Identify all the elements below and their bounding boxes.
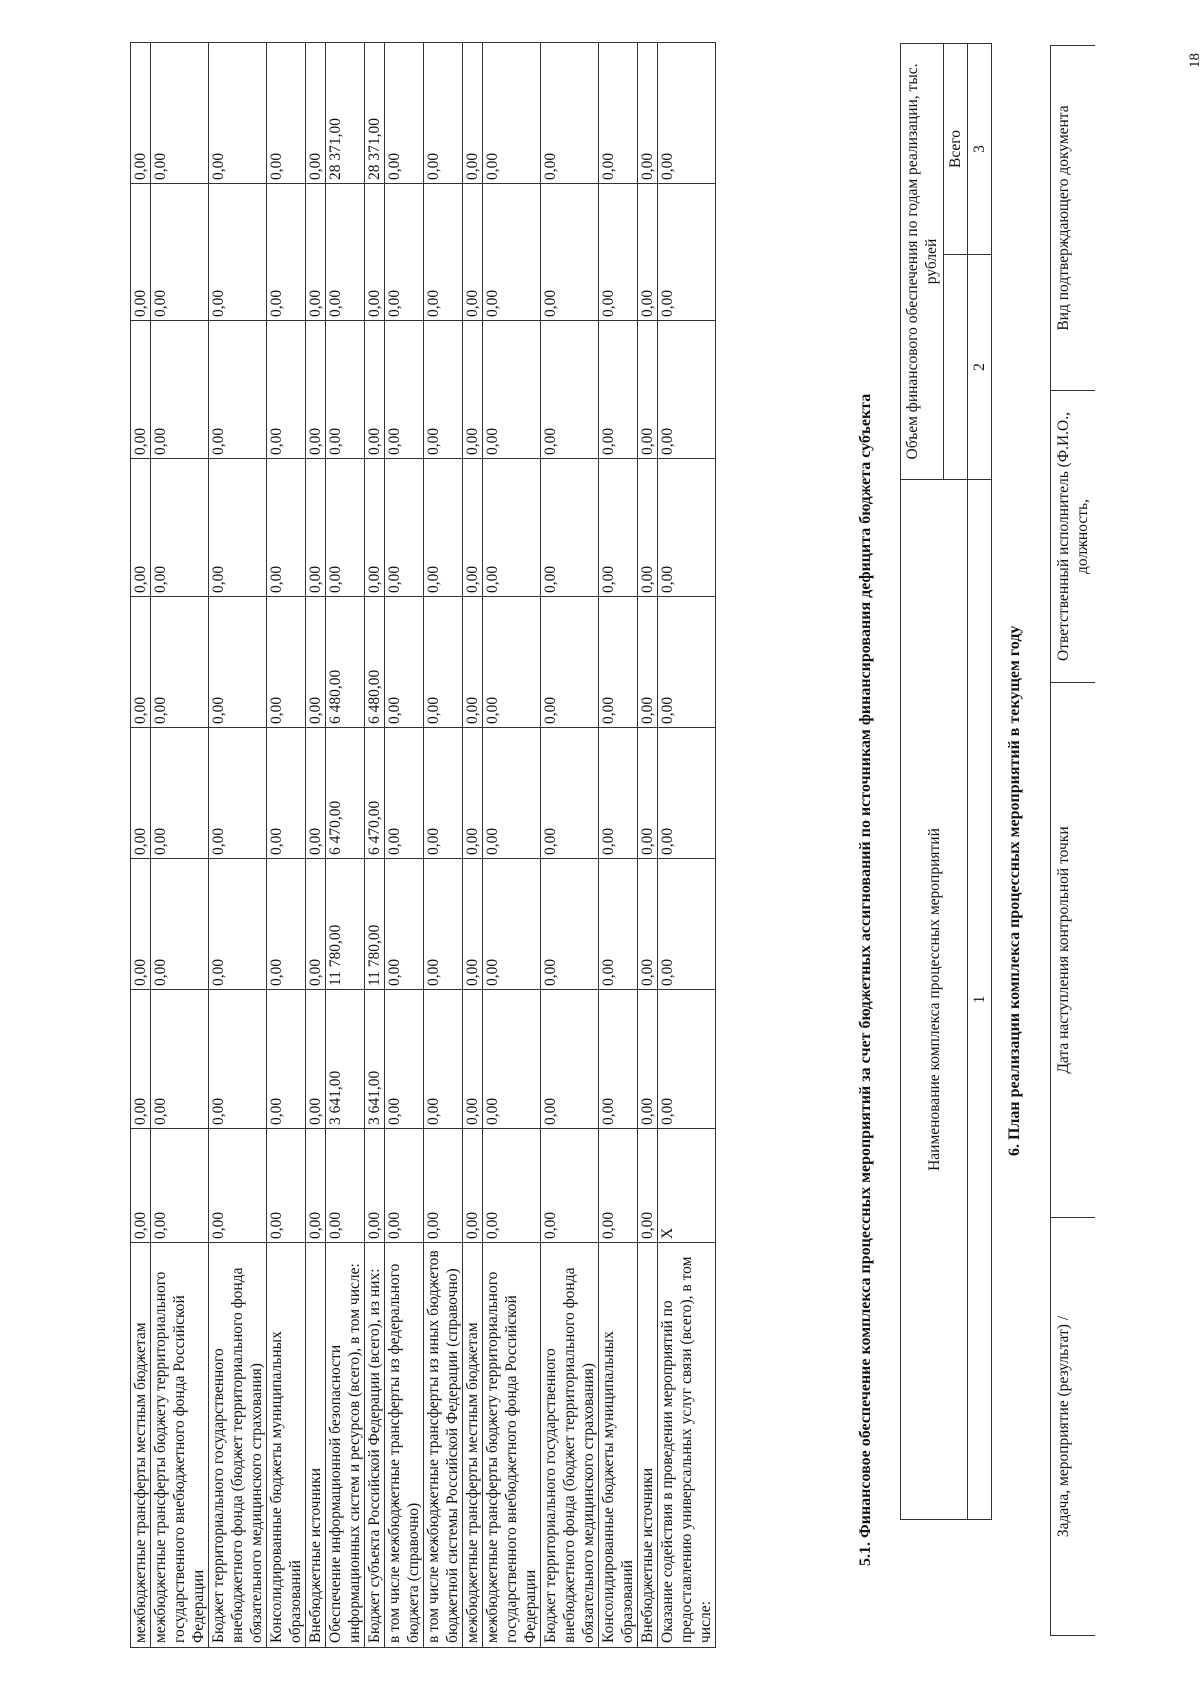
value-cell: 0,00 bbox=[209, 1129, 267, 1243]
value-cell: 0,00 bbox=[151, 990, 209, 1129]
value-cell: X bbox=[658, 1129, 716, 1243]
value-cell: 0,00 bbox=[541, 43, 599, 184]
header-executor: Ответственный исполнитель (Ф.И.О., должность, bbox=[1051, 391, 1096, 683]
header-empty-year bbox=[944, 255, 968, 480]
row-label: Бюджет территориального государственного внебюджетного фонда (бюджет территориального фонда обязательного медицинского страхования) bbox=[209, 1243, 267, 1648]
page-number: 18 bbox=[1187, 53, 1203, 68]
value-cell: 0,00 bbox=[483, 1129, 541, 1243]
value-cell: 0,00 bbox=[658, 459, 716, 597]
value-cell: 0,00 bbox=[638, 597, 658, 728]
section-6-title: 6. План реализации комплекса процессных мероприятий в текущем году bbox=[1006, 625, 1023, 1156]
value-cell: 6 480,00 bbox=[326, 597, 365, 728]
value-cell: 0,00 bbox=[267, 43, 306, 184]
value-cell: 0,00 bbox=[424, 43, 463, 184]
value-cell: 0,00 bbox=[638, 990, 658, 1129]
value-cell: 28 371,00 bbox=[326, 43, 365, 184]
value-cell: 0,00 bbox=[151, 321, 209, 459]
value-cell: 0,00 bbox=[385, 43, 424, 184]
value-cell: 0,00 bbox=[658, 859, 716, 990]
value-cell: 6 480,00 bbox=[365, 597, 385, 728]
value-cell: 0,00 bbox=[151, 597, 209, 728]
value-cell: 0,00 bbox=[599, 1129, 638, 1243]
value-cell: 0,00 bbox=[463, 597, 483, 728]
value-cell: 0,00 bbox=[483, 321, 541, 459]
value-cell: 0,00 bbox=[209, 859, 267, 990]
value-cell: 0,00 bbox=[638, 184, 658, 321]
col-number-3: 3 bbox=[968, 44, 992, 255]
value-cell: 0,00 bbox=[151, 459, 209, 597]
value-cell: 0,00 bbox=[306, 184, 326, 321]
value-cell: 0,00 bbox=[638, 859, 658, 990]
value-cell: 0,00 bbox=[131, 728, 151, 859]
row-label: в том числе межбюджетные трансферты из федерального бюджета (справочно) bbox=[385, 1243, 424, 1648]
value-cell: 0,00 bbox=[541, 859, 599, 990]
value-cell: 6 470,00 bbox=[365, 728, 385, 859]
column-numbers-row bbox=[968, 44, 992, 1520]
value-cell: 0,00 bbox=[658, 43, 716, 184]
row-label: Консолидированные бюджеты муниципальных образований bbox=[599, 1243, 638, 1648]
value-cell: 3 641,00 bbox=[365, 990, 385, 1129]
row-label: Обеспечение информационной безопасности информационных систем и ресурсов (всего), в том числе: bbox=[326, 1243, 365, 1648]
value-cell: 0,00 bbox=[463, 859, 483, 990]
value-cell: 0,00 bbox=[463, 184, 483, 321]
table-row bbox=[131, 43, 151, 1648]
value-cell: 0,00 bbox=[131, 43, 151, 184]
value-cell: 0,00 bbox=[599, 728, 638, 859]
table-row bbox=[483, 43, 541, 1648]
value-cell: 0,00 bbox=[131, 184, 151, 321]
col-number-2: 2 bbox=[968, 255, 992, 480]
value-cell: 0,00 bbox=[424, 859, 463, 990]
value-cell: 0,00 bbox=[131, 459, 151, 597]
row-label: Внебюджетные источники bbox=[306, 1243, 326, 1648]
value-cell: 0,00 bbox=[424, 459, 463, 597]
value-cell: 0,00 bbox=[326, 184, 365, 321]
plan-table bbox=[1050, 45, 1095, 1636]
header-task: Задача, мероприятие (результат) / bbox=[1051, 1218, 1096, 1636]
row-label: в том числе межбюджетные трансферты из иных бюджетов бюджетной системы Российской Федерации (справочно) bbox=[424, 1243, 463, 1648]
value-cell: 0,00 bbox=[541, 990, 599, 1129]
value-cell: 0,00 bbox=[483, 859, 541, 990]
table-row bbox=[209, 43, 267, 1648]
value-cell: 0,00 bbox=[131, 859, 151, 990]
value-cell: 0,00 bbox=[658, 184, 716, 321]
value-cell: 0,00 bbox=[209, 990, 267, 1129]
value-cell: 0,00 bbox=[267, 1129, 306, 1243]
value-cell: 0,00 bbox=[326, 459, 365, 597]
table-row bbox=[463, 43, 483, 1648]
value-cell: 0,00 bbox=[151, 184, 209, 321]
value-cell: 0,00 bbox=[463, 459, 483, 597]
value-cell: 0,00 bbox=[209, 597, 267, 728]
value-cell: 0,00 bbox=[209, 321, 267, 459]
funding-sources-table bbox=[900, 43, 992, 1520]
value-cell: 0,00 bbox=[267, 184, 306, 321]
value-cell: 0,00 bbox=[209, 43, 267, 184]
value-cell: 0,00 bbox=[483, 597, 541, 728]
row-label: межбюджетные трансферты бюджету территориального государственного внебюджетного фонда Российской Федерации bbox=[483, 1243, 541, 1648]
value-cell: 0,00 bbox=[267, 597, 306, 728]
table-row bbox=[638, 43, 658, 1648]
value-cell: 0,00 bbox=[463, 728, 483, 859]
value-cell: 0,00 bbox=[541, 597, 599, 728]
value-cell: 0,00 bbox=[306, 728, 326, 859]
value-cell: 0,00 bbox=[483, 728, 541, 859]
value-cell: 0,00 bbox=[599, 43, 638, 184]
value-cell: 0,00 bbox=[326, 1129, 365, 1243]
value-cell: 0,00 bbox=[267, 321, 306, 459]
table-row bbox=[424, 43, 463, 1648]
value-cell: 6 470,00 bbox=[326, 728, 365, 859]
value-cell: 0,00 bbox=[131, 321, 151, 459]
value-cell: 0,00 bbox=[424, 1129, 463, 1243]
value-cell: 0,00 bbox=[424, 184, 463, 321]
value-cell: 28 371,00 bbox=[365, 43, 385, 184]
value-cell: 0,00 bbox=[638, 728, 658, 859]
value-cell: 0,00 bbox=[541, 184, 599, 321]
value-cell: 0,00 bbox=[267, 459, 306, 597]
finance-table-body bbox=[131, 43, 716, 1648]
value-cell: 0,00 bbox=[541, 728, 599, 859]
value-cell: 0,00 bbox=[541, 459, 599, 597]
value-cell: 0,00 bbox=[463, 43, 483, 184]
table-row bbox=[326, 43, 365, 1648]
value-cell: 0,00 bbox=[658, 597, 716, 728]
header-activities-name: Наименование комплекса процессных мероприятий bbox=[901, 480, 968, 1520]
value-cell: 0,00 bbox=[483, 990, 541, 1129]
section-5-1-title: 5.1. Финансовое обеспечение комплекса процессных мероприятий за счет бюджетных ассигнований по источникам финансирования дефицита бюджета субъекта bbox=[857, 393, 874, 1566]
value-cell: 0,00 bbox=[306, 43, 326, 184]
value-cell: 3 641,00 bbox=[326, 990, 365, 1129]
value-cell: 0,00 bbox=[658, 990, 716, 1129]
value-cell: 0,00 bbox=[599, 859, 638, 990]
value-cell: 11 780,00 bbox=[326, 859, 365, 990]
row-label: Оказание содействия в проведении мероприятий по предоставлению универсальных услуг связи (всего), в том числе: bbox=[658, 1243, 716, 1648]
value-cell: 0,00 bbox=[599, 459, 638, 597]
value-cell: 0,00 bbox=[658, 321, 716, 459]
value-cell: 0,00 bbox=[385, 459, 424, 597]
header-row bbox=[901, 44, 944, 1520]
value-cell: 0,00 bbox=[658, 728, 716, 859]
value-cell: 0,00 bbox=[306, 459, 326, 597]
value-cell: 0,00 bbox=[385, 184, 424, 321]
table-row bbox=[599, 43, 638, 1648]
value-cell: 0,00 bbox=[131, 597, 151, 728]
value-cell: 0,00 bbox=[385, 990, 424, 1129]
row-label: межбюджетные трансферты местным бюджетам bbox=[463, 1243, 483, 1648]
row-label: Внебюджетные источники bbox=[638, 1243, 658, 1648]
value-cell: 11 780,00 bbox=[365, 859, 385, 990]
value-cell: 0,00 bbox=[365, 321, 385, 459]
value-cell: 0,00 bbox=[306, 859, 326, 990]
value-cell: 0,00 bbox=[599, 184, 638, 321]
value-cell: 0,00 bbox=[385, 321, 424, 459]
value-cell: 0,00 bbox=[306, 321, 326, 459]
table-row bbox=[541, 43, 599, 1648]
value-cell: 0,00 bbox=[638, 43, 658, 184]
value-cell: 0,00 bbox=[267, 990, 306, 1129]
value-cell: 0,00 bbox=[463, 990, 483, 1129]
value-cell: 0,00 bbox=[463, 321, 483, 459]
value-cell: 0,00 bbox=[385, 1129, 424, 1243]
value-cell: 0,00 bbox=[267, 859, 306, 990]
value-cell: 0,00 bbox=[541, 321, 599, 459]
value-cell: 0,00 bbox=[424, 597, 463, 728]
value-cell: 0,00 bbox=[365, 459, 385, 597]
value-cell: 0,00 bbox=[463, 1129, 483, 1243]
value-cell: 0,00 bbox=[483, 459, 541, 597]
value-cell: 0,00 bbox=[385, 859, 424, 990]
value-cell: 0,00 bbox=[326, 321, 365, 459]
value-cell: 0,00 bbox=[365, 184, 385, 321]
value-cell: 0,00 bbox=[638, 321, 658, 459]
value-cell: 0,00 bbox=[209, 459, 267, 597]
value-cell: 0,00 bbox=[151, 1129, 209, 1243]
value-cell: 0,00 bbox=[599, 597, 638, 728]
finance-table bbox=[130, 42, 716, 1648]
value-cell: 0,00 bbox=[638, 1129, 658, 1243]
value-cell: 0,00 bbox=[306, 990, 326, 1129]
table-row bbox=[365, 43, 385, 1648]
value-cell: 0,00 bbox=[424, 321, 463, 459]
row-label: межбюджетные трансферты местным бюджетам bbox=[131, 1243, 151, 1648]
value-cell: 0,00 bbox=[638, 459, 658, 597]
row-label: межбюджетные трансферты бюджету территориального государственного внебюджетного фонда Российской Федерации bbox=[151, 1243, 209, 1648]
table-row bbox=[658, 43, 716, 1648]
value-cell: 0,00 bbox=[151, 728, 209, 859]
value-cell: 0,00 bbox=[385, 728, 424, 859]
value-cell: 0,00 bbox=[385, 597, 424, 728]
row-label: Консолидированные бюджеты муниципальных образований bbox=[267, 1243, 306, 1648]
header-control-date: Дата наступления контрольной точки bbox=[1051, 683, 1096, 1218]
value-cell: 0,00 bbox=[424, 728, 463, 859]
value-cell: 0,00 bbox=[483, 184, 541, 321]
value-cell: 0,00 bbox=[151, 859, 209, 990]
value-cell: 0,00 bbox=[483, 43, 541, 184]
table-row bbox=[151, 43, 209, 1648]
value-cell: 0,00 bbox=[131, 1129, 151, 1243]
value-cell: 0,00 bbox=[306, 1129, 326, 1243]
plan-header-row bbox=[1051, 46, 1096, 1636]
row-label: Бюджет территориального государственного внебюджетного фонда (бюджет территориального фонда обязательного медицинского страхования) bbox=[541, 1243, 599, 1648]
table-row bbox=[267, 43, 306, 1648]
value-cell: 0,00 bbox=[151, 43, 209, 184]
value-cell: 0,00 bbox=[599, 990, 638, 1129]
header-total: Всего bbox=[944, 44, 968, 255]
value-cell: 0,00 bbox=[131, 990, 151, 1129]
value-cell: 0,00 bbox=[306, 597, 326, 728]
table-row bbox=[385, 43, 424, 1648]
row-label: Бюджет субъекта Российской Федерации (всего), из них: bbox=[365, 1243, 385, 1648]
value-cell: 0,00 bbox=[541, 1129, 599, 1243]
value-cell: 0,00 bbox=[365, 1129, 385, 1243]
table-row bbox=[306, 43, 326, 1648]
value-cell: 0,00 bbox=[209, 184, 267, 321]
value-cell: 0,00 bbox=[599, 321, 638, 459]
value-cell: 0,00 bbox=[424, 990, 463, 1129]
header-financing-volume: Объем финансового обеспечения по годам реализации, тыс. рублей bbox=[901, 44, 944, 480]
col-number-1: 1 bbox=[968, 480, 992, 1520]
header-document-type: Вид подтверждающего документа bbox=[1051, 46, 1096, 391]
value-cell: 0,00 bbox=[267, 728, 306, 859]
value-cell: 0,00 bbox=[209, 728, 267, 859]
